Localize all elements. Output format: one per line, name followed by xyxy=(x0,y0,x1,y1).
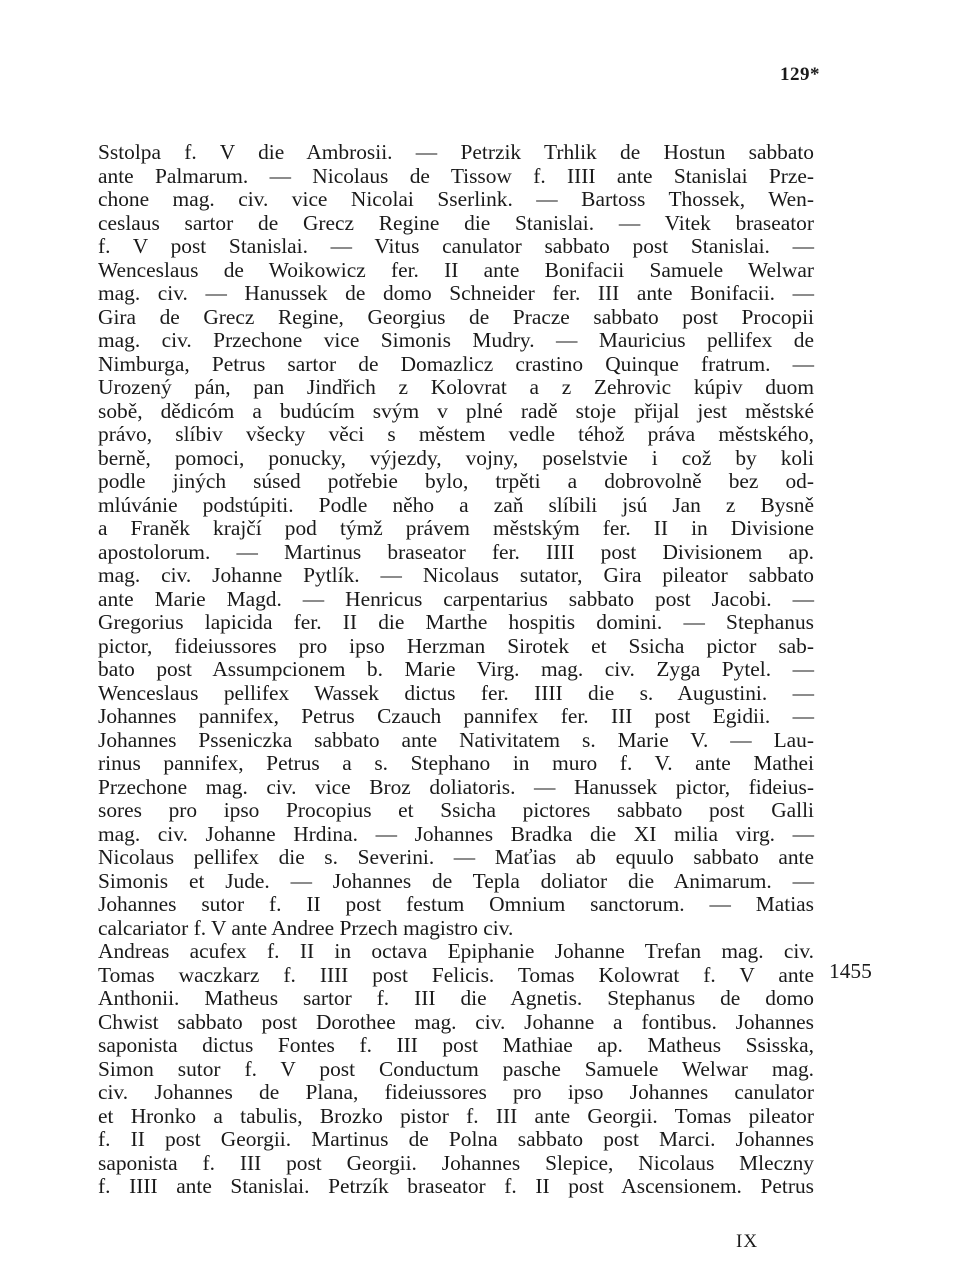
text-line: f. V post Stanislai. — Vitus canulator sabbato post Stanislai. — xyxy=(98,234,814,258)
text-line: mlúvánie podstúpiti. Podle něho a zaň slíbili jsú Jan z Bysně xyxy=(98,492,814,517)
text-line: Chwist sabbato post Dorothee mag. civ. Johanne a fontibus. Johannes xyxy=(98,1009,814,1034)
text-line: Andreas acufex f. II in octava Epiphanie Johanne Trefan mag. civ. xyxy=(98,939,814,963)
text-line: apostolorum. — Martinus braseator fer. IIII post Divisionem ap. xyxy=(98,539,814,564)
text-line: Anthonii. Matheus sartor f. III die Agnetis. Stephanus de domo xyxy=(98,986,814,1010)
text-line: Simonis et Jude. — Johannes de Tepla doliator die Animarum. — xyxy=(98,868,814,893)
text-line: et Hronko a tabulis, Brozko pistor f. III ante Georgii. Tomas pileator xyxy=(98,1103,814,1128)
text-line: mag. civ. Przechone vice Simonis Mudry. — Mauricius pellifex de xyxy=(98,328,814,352)
text-line: bato post Assumpcionem b. Marie Virg. mag. civ. Zyga Pytel. — xyxy=(98,657,814,681)
text-line: berně, pomoci, ponucky, výjezdy, vojny, poselstvie i což by koli xyxy=(98,445,814,470)
text-line: Wenceslaus de Woikowicz fer. II ante Bonifacii Samuele Welwar xyxy=(98,257,814,282)
text-line: Gregorius lapicida fer. II die Marthe hospitis domini. — Stephanus xyxy=(98,610,814,634)
text-line: sobě, dědicóm a budúcím svým v plné radě stoje přijal jest městské xyxy=(98,398,814,423)
text-line: mag. civ. Johanne Hrdina. — Johannes Bradka die XI milia virg. — xyxy=(98,821,814,846)
text-line: ante Palmarum. — Nicolaus de Tissow f. IIII ante Stanislai Prze- xyxy=(98,163,814,188)
text-line: saponista dictus Fontes f. III post Mathiae ap. Matheus Ssisska, xyxy=(98,1033,814,1057)
text-line: saponista f. III post Georgii. Johannes Slepice, Nicolaus Mleczny xyxy=(98,1150,814,1175)
text-line: calcariator f. V ante Andree Przech magistro civ. xyxy=(98,915,514,940)
text-line: Tomas waczkarz f. IIII post Felicis. Tomas Kolowrat f. V ante xyxy=(98,962,814,987)
text-line: Johannes pannifex, Petrus Czauch pannifex fer. III post Egidii. — xyxy=(98,704,814,728)
text-line: Johannes sutor f. II post festum Omnium sanctorum. — Matias xyxy=(98,892,814,916)
text-line: ceslaus sartor de Grecz Regine die Stanislai. — Vitek braseator xyxy=(98,210,814,235)
text-line: Johannes Psseniczka sabbato ante Nativitatem s. Marie V. — Lau- xyxy=(98,727,814,752)
margin-year: 1455 xyxy=(829,959,872,983)
text-line: Gira de Grecz Regine, Georgius de Pracze sabbato post Procopii xyxy=(98,304,814,329)
text-line: Sstolpa f. V die Ambrosii. — Petrzik Trhlik de Hostun sabbato xyxy=(98,140,814,164)
text-line: Urozený pán, pan Jindřich z Kolovrat a z Zehrovic kúpiv duom xyxy=(98,375,814,399)
text-line: f. II post Georgii. Martinus de Polna sabbato post Marci. Johannes xyxy=(98,1127,814,1151)
text-line: f. IIII ante Stanislai. Petrzík braseator f. II post Ascensionem. Petrus xyxy=(98,1174,814,1198)
text-line: Przechone mag. civ. vice Broz doliatoris. — Hanussek pictor, fideius- xyxy=(98,774,814,799)
text-line: civ. Johannes de Plana, fideiussores pro ipso Johannes canulator xyxy=(98,1080,814,1104)
text-line: mag. civ. Johanne Pytlík. — Nicolaus sutator, Gira pileator sabbato xyxy=(98,563,814,587)
text-line: právo, slíbiv všecky věci s městem vedle téhož práva městského, xyxy=(98,422,814,446)
text-line: a Franěk krajčí pod týmž právem městským fer. II in Divisione xyxy=(98,516,814,540)
text-line: mag. civ. — Hanussek de domo Schneider fer. III ante Bonifacii. — xyxy=(98,281,814,305)
text-line: ante Marie Magd. — Henricus carpentarius sabbato post Jacobi. — xyxy=(98,586,814,611)
text-line: chone mag. civ. vice Nicolai Sserlink. — Bartoss Thossek, Wen- xyxy=(98,187,814,211)
text-line: podle jiných súsed potřebie bylo, trpěti a dobrovolně bez od- xyxy=(98,469,814,493)
body-text xyxy=(98,141,814,1199)
text-line: Nicolaus pellifex die s. Severini. — Maťias ab equulo sabbato ante xyxy=(98,845,814,869)
text-line: Nimburga, Petrus sartor de Domazlicz crastino Quinque fratrum. — xyxy=(98,351,814,376)
page-number: 129* xyxy=(780,64,820,85)
text-line: rinus pannifex, Petrus a s. Stephano in muro f. V. ante Mathei xyxy=(98,751,814,775)
text-line: Simon sutor f. V post Conductum pasche Samuele Welwar mag. xyxy=(98,1056,814,1081)
text-line: sores pro ipso Procopius et Ssicha pictores sabbato post Galli xyxy=(98,798,814,822)
text-line: pictor, fideiussores pro ipso Herzman Sirotek et Ssicha pictor sab- xyxy=(98,633,814,658)
signature-mark: IX xyxy=(736,1231,759,1252)
text-line: Wenceslaus pellifex Wassek dictus fer. IIII die s. Augustini. — xyxy=(98,680,814,705)
